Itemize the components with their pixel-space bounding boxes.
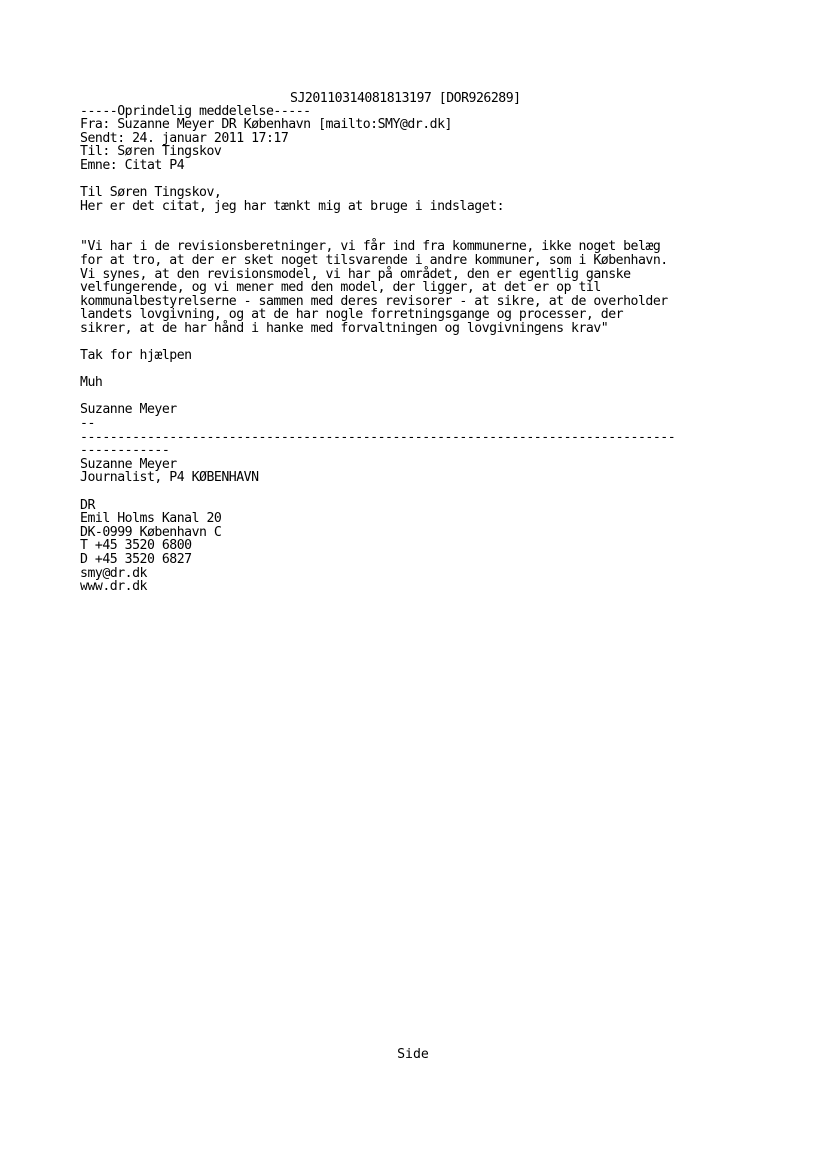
signature-street: Emil Holms Kanal 20 — [80, 511, 222, 527]
signature-city: DK-0999 København C — [80, 524, 222, 540]
quote-line: "Vi har i de revisionsberetninger, vi får ind fra kommunerne, ikke noget belæg — [80, 239, 661, 255]
signature-name: Suzanne Meyer — [80, 456, 177, 472]
signature-marker: -- — [80, 416, 95, 432]
quote-line: for at tro, at der er sket noget tilsvarende i andre kommuner, som i København. — [80, 252, 668, 268]
quote-line: landets lovgivning, og at de har nogle forretningsgange og processer, der — [80, 307, 624, 323]
from-line: Fra: Suzanne Meyer DR København [mailto:SMY@dr.dk] — [80, 117, 452, 133]
signature-divider: -------------------------------------------------------------------------------- — [80, 430, 676, 445]
signature-email: smy@dr.dk — [80, 565, 147, 581]
signature-org: DR — [80, 497, 95, 513]
page-footer-label: Side — [397, 1047, 429, 1062]
quote-line: Vi synes, at den revisionsmodel, vi har på området, den er egentlig ganske — [80, 266, 631, 282]
signature-title: Journalist, P4 KØBENHAVN — [80, 470, 259, 486]
greeting: Til Søren Tingskov, — [80, 185, 222, 201]
quote-line: sikrer, at de har hånd i hanke med forvaltningen og lovgivningens krav" — [80, 320, 609, 336]
subject-line: Emne: Citat P4 — [80, 157, 185, 173]
signature-phone: T +45 3520 6800 — [80, 538, 192, 554]
sender-name: Suzanne Meyer — [80, 402, 177, 418]
intro-text: Her er det citat, jeg har tænkt mig at bruge i indslaget: — [80, 198, 505, 214]
quote-line: velfungerende, og vi mener med den model, der ligger, at det er op til — [80, 280, 601, 296]
signature-direct-phone: D +45 3520 6827 — [80, 552, 192, 567]
sent-line: Sendt: 24. januar 2011 17:17 — [80, 130, 289, 146]
sign-off: Muh — [80, 375, 103, 391]
to-line: Til: Søren Tingskov — [80, 144, 222, 160]
signature-divider-continued: ------------ — [80, 443, 170, 459]
original-message-separator: -----Oprindelig meddelelse----- — [80, 103, 311, 119]
document-reference: SJ20110314081813197 [DOR926289] — [290, 91, 521, 106]
quote-line: kommunalbestyrelserne - sammen med deres revisorer - at sikre, at de overholder — [80, 293, 668, 309]
signature-website: www.dr.dk — [80, 579, 147, 595]
email-document — [80, 91, 780, 594]
thanks-text: Tak for hjælpen — [80, 348, 192, 364]
